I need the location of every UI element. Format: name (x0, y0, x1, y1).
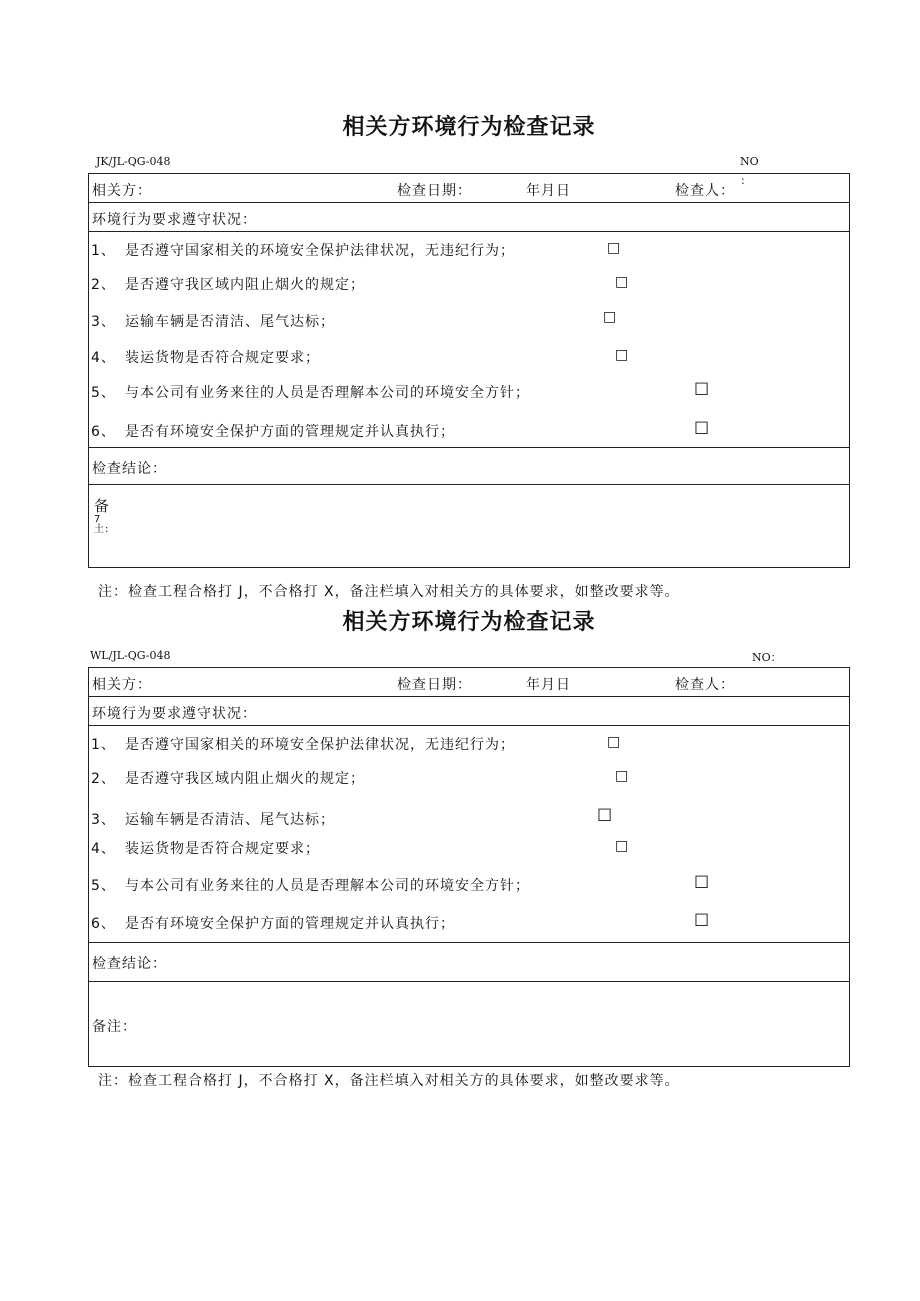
form-table (88, 667, 850, 1067)
conclusion-row (89, 448, 849, 485)
item-2-checkbox[interactable]: □ (615, 768, 630, 784)
item-text: 运输车辆是否清洁、尾气达标； (125, 314, 335, 330)
item-number: 5、 (91, 878, 116, 894)
check-date-label: 检查日期： (397, 677, 472, 693)
date-units: 年月日 (526, 183, 571, 199)
remarks-row (89, 982, 849, 1066)
conclusion-row (89, 943, 849, 982)
related-party-label: 相关方： (92, 677, 152, 693)
item-text: 是否遵守我区域内阻止烟火的规定； (125, 277, 365, 293)
related-party-label: 相关方： (92, 183, 152, 199)
form-number-label: NO： (752, 651, 782, 664)
remarks-label-text: 备 (94, 497, 111, 515)
item-number: 5、 (91, 385, 116, 401)
form-code: JK/JL-QG-048 (96, 155, 171, 168)
item-6-checkbox[interactable]: ☐ (694, 419, 711, 439)
item-text: 是否遵守国家相关的环境安全保护法律状况，无违纪行为； (125, 737, 515, 753)
form-table (88, 173, 850, 568)
item-text: 运输车辆是否清洁、尾气达标； (125, 812, 335, 828)
requirements-label: 环境行为要求遵守状况： (92, 212, 257, 228)
item-3-checkbox[interactable]: □ (603, 309, 618, 325)
remarks-garbled-text: 7土: (94, 514, 110, 535)
item-number: 4、 (91, 841, 116, 857)
item-text: 装运货物是否符合规定要求； (125, 841, 320, 857)
check-item-5 (91, 875, 530, 895)
header-row (89, 174, 849, 203)
check-item-1 (91, 240, 515, 260)
item-2-checkbox[interactable]: □ (615, 274, 630, 290)
remarks-row (89, 485, 849, 567)
inspector-mark: : (741, 174, 746, 187)
check-item-3 (91, 311, 335, 331)
item-number: 2、 (91, 277, 116, 293)
item-text: 与本公司有业务来往的人员是否理解本公司的环境安全方针； (125, 385, 530, 401)
item-number: 4、 (91, 350, 116, 366)
form-note: 注：检查工程合格打 J，不合格打 X，备注栏填入对相关方的具体要求，如整改要求等。 (98, 584, 680, 600)
item-number: 1、 (91, 243, 116, 259)
item-3-checkbox[interactable]: ☐ (597, 806, 614, 826)
check-item-6 (91, 421, 455, 441)
conclusion-label: 检查结论： (92, 461, 167, 477)
item-text: 与本公司有业务来往的人员是否理解本公司的环境安全方针； (125, 878, 530, 894)
item-text: 装运货物是否符合规定要求； (125, 350, 320, 366)
remarks-label: 备注： (92, 1019, 137, 1035)
item-text: 是否遵守我区域内阻止烟火的规定； (125, 771, 365, 787)
requirements-label: 环境行为要求遵守状况： (92, 706, 257, 722)
requirements-row (89, 203, 849, 232)
header-row (89, 668, 849, 697)
form-number-label: NO (740, 155, 759, 168)
item-6-checkbox[interactable]: ☐ (694, 911, 711, 931)
form-title: 相关方环境行为检查记录 (342, 115, 596, 140)
item-number: 6、 (91, 916, 116, 932)
items-section (89, 726, 849, 943)
form-code: WL/JL-QG-048 (90, 649, 171, 662)
date-units: 年月日 (526, 677, 571, 693)
item-4-checkbox[interactable]: □ (615, 347, 630, 363)
item-number: 6、 (91, 424, 116, 440)
item-1-checkbox[interactable]: □ (607, 734, 622, 750)
item-4-checkbox[interactable]: □ (615, 838, 630, 854)
item-5-checkbox[interactable]: ☐ (694, 380, 711, 400)
inspector-label: 检查人： (675, 183, 735, 199)
check-item-6 (91, 913, 455, 933)
requirements-row (89, 697, 849, 726)
check-item-4 (91, 838, 320, 858)
check-item-2 (91, 274, 365, 294)
remarks-label (94, 497, 110, 535)
check-item-1 (91, 734, 515, 754)
item-text: 是否遵守国家相关的环境安全保护法律状况，无违纪行为； (125, 243, 515, 259)
item-number: 1、 (91, 737, 116, 753)
item-number: 3、 (91, 314, 116, 330)
check-item-5 (91, 382, 530, 402)
inspector-label: 检查人： (675, 677, 735, 693)
check-date-label: 检查日期： (397, 183, 472, 199)
form-note: 注：检查工程合格打 J，不合格打 X，备注栏填入对相关方的具体要求，如整改要求等。 (98, 1073, 680, 1089)
check-item-3 (91, 809, 335, 829)
form-title: 相关方环境行为检查记录 (342, 610, 596, 635)
item-1-checkbox[interactable]: □ (607, 240, 622, 256)
items-section (89, 232, 849, 448)
item-number: 3、 (91, 812, 116, 828)
item-text: 是否有环境安全保护方面的管理规定并认真执行； (125, 916, 455, 932)
check-item-2 (91, 768, 365, 788)
item-number: 2、 (91, 771, 116, 787)
item-text: 是否有环境安全保护方面的管理规定并认真执行； (125, 424, 455, 440)
conclusion-label: 检查结论： (92, 956, 167, 972)
item-5-checkbox[interactable]: ☐ (694, 873, 711, 893)
check-item-4 (91, 347, 320, 367)
